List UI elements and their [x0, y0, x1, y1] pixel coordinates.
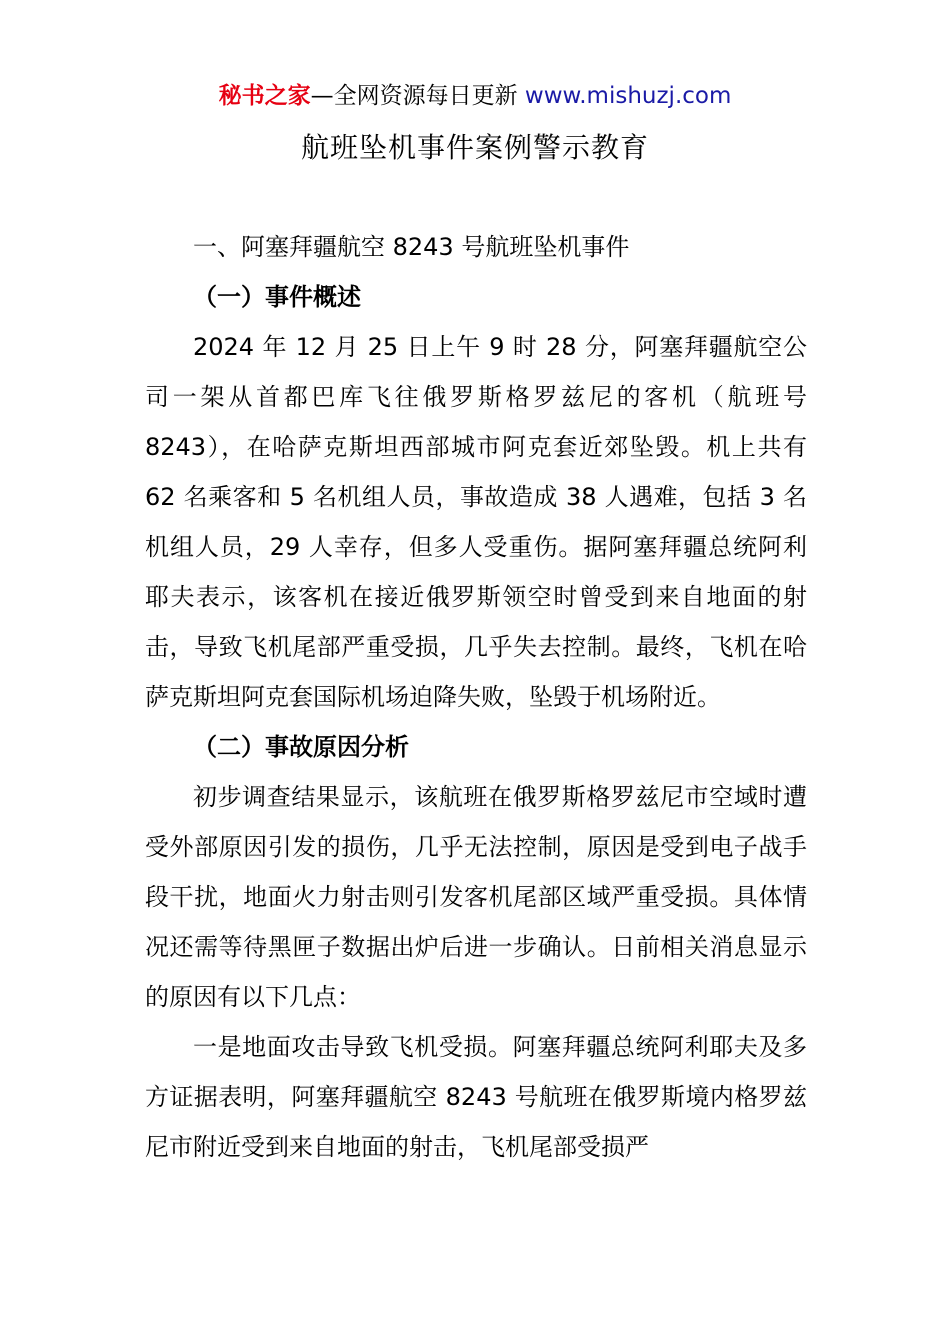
document-title: 航班坠机事件案例警示教育 [300, 131, 649, 164]
paragraph-overview: 2024 年 12 月 25 日上午 9 时 28 分，阿塞拜疆航空公司一架从首都巴库飞往俄罗斯格罗兹尼的客机（航班号 8243），在哈萨克斯坦西部城市阿克套近郊坠毁。机上共有 62 名乘客和 5 名机组人员，事故造成 38 人遇难，包括 3 名机组人员，29 人幸存，但多人受重伤。据阿塞拜疆总统阿利耶夫表示，该客机在接近俄罗斯领空时曾受到来自地面的射击，导致飞机尾部严重受损，几乎失去控制。最终，飞机在哈萨克斯坦阿克套国际机场迫降失败，坠毁于机场附近。 [145, 333, 807, 711]
site-tagline: —全网资源每日更新 [310, 83, 518, 109]
paragraph-ground-attack: 一是地面攻击导致飞机受损。阿塞拜疆总统阿利耶夫及多方证据表明，阿塞拜疆航空 8243 号航班在俄罗斯境内格罗兹尼市附近受到来自地面的射击，飞机尾部受损严 [145, 1033, 807, 1161]
subheading-overview: （一）事件概述 [193, 283, 361, 311]
document-body [145, 222, 807, 1172]
site-brand: 秘书之家 [218, 83, 311, 109]
site-header [0, 80, 950, 112]
site-url-link[interactable]: www.mishuzj.com [524, 83, 732, 109]
subheading-cause-analysis: （二）事故原因分析 [193, 733, 409, 761]
section-heading: 一、阿塞拜疆航空 8243 号航班坠机事件 [193, 233, 630, 261]
paragraph-cause-analysis: 初步调查结果显示，该航班在俄罗斯格罗兹尼市空域时遭受外部原因引发的损伤，几乎无法控制，原因是受到电子战手段干扰，地面火力射击则引发客机尾部区域严重受损。具体情况还需等待黑匣子数据出炉后进一步确认。日前相关消息显示的原因有以下几点： [145, 783, 807, 1011]
